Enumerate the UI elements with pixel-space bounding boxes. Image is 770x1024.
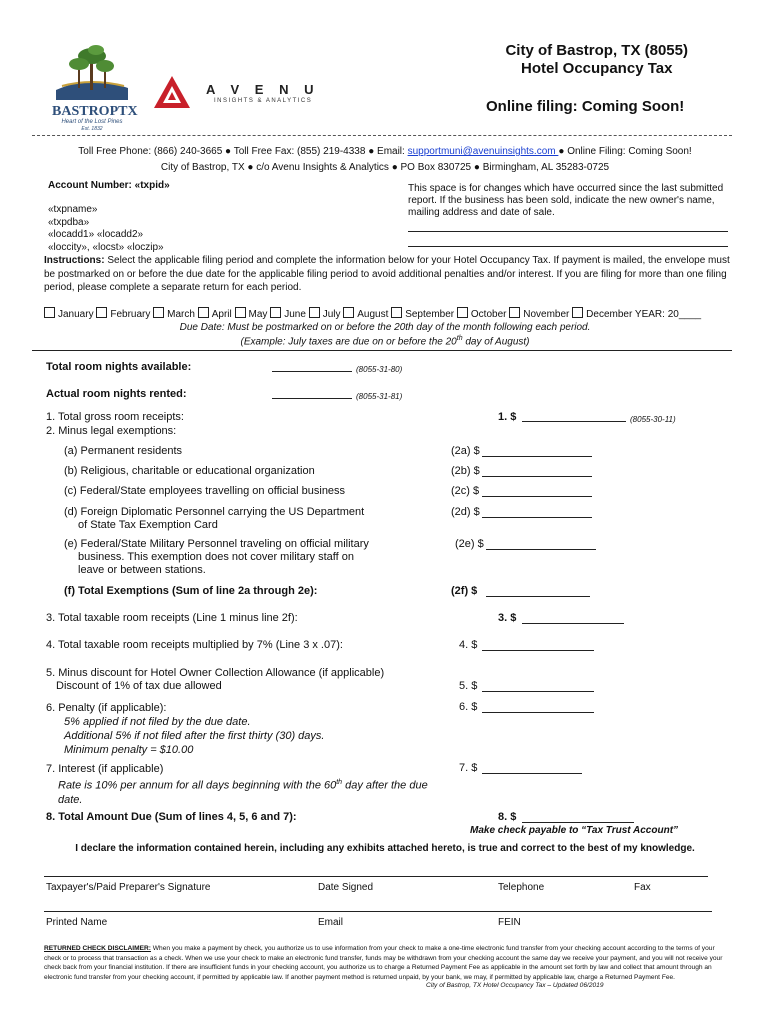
line-3-num: 3. $ (498, 612, 517, 624)
exemption-d-label: (d) Foreign Diplomatic Personnel carrying the US Department of State Tax Exemption Card (64, 506, 365, 531)
month-april[interactable]: April (198, 309, 232, 320)
line-7-input[interactable] (482, 763, 582, 774)
printed-name-label: Printed Name (46, 917, 108, 928)
exemption-a-input[interactable] (482, 446, 592, 457)
exemption-b-num: (2b) $ (451, 465, 480, 477)
returned-check-disclaimer: RETURNED CHECK DISCLAIMER: When you make a payment by check, you authorize us to use information from your check to make a one-time electronic fund transfer from your checking account according to the terms of your check or to process that transaction as a check. When we use your check to make an electronic fund transfer, funds may be withdrawn from your checking account the same day we receive your payment, and you will not receive your check back from your financial institution. If there are insufficient funds in your checking account, you authorize us to charge a Returned Payment Fee as applicable in the amount set forth by law and collect that amount through an electronic fund transfer from your checking account, if permitted by applicable law. If another payment method is returned unpaid, by your bank, we may, if permitted by applicable law, charge a Returned Payment Fee. (44, 945, 723, 981)
contact-line-1: Toll Free Phone: (866) 240-3665 ● Toll Free Fax: (855) 219-4338 ● Email: supportmuni@avenuinsights.com ● Online Filing: Coming Soon! (78, 146, 692, 157)
support-email-link[interactable]: supportmuni@avenuinsights.com (407, 146, 559, 157)
line-2-label: 2. Minus legal exemptions: (46, 425, 177, 437)
telephone-label: Telephone (498, 882, 545, 893)
bastrop-logo-sub: Heart of the Lost Pines (61, 119, 123, 125)
footer-updated: City of Bastrop, TX Hotel Occupancy Tax – Updated 06/2019 (426, 982, 604, 989)
city-field: «loccity», «locst» «loczip» (48, 241, 164, 253)
exemption-f-label: (f) Total Exemptions (Sum of line 2a through 2e): (64, 585, 318, 597)
date-signed-label: Date Signed (318, 882, 374, 893)
room-nights-rented-code: (8055-31-81) (356, 392, 403, 401)
email-label: Email (318, 917, 344, 928)
line-4-num: 4. $ (459, 639, 478, 651)
exemption-d-num: (2d) $ (451, 506, 480, 518)
section-divider (32, 350, 732, 351)
line-1-num: 1. $ (498, 411, 517, 423)
line-4-input[interactable] (482, 640, 594, 651)
line-1-code: (8055-30-11) (630, 415, 676, 424)
exemption-c-input[interactable] (482, 486, 592, 497)
exemption-e-num: (2e) $ (455, 538, 484, 550)
changes-line-2[interactable] (408, 246, 728, 247)
account-address-block (48, 204, 164, 254)
address-field: «locadd1» «locadd2» (48, 229, 144, 240)
line-6-num: 6. $ (459, 701, 478, 713)
month-october[interactable]: October (457, 309, 507, 320)
month-may[interactable]: May (235, 309, 268, 320)
fein-label: FEIN (498, 917, 521, 928)
line-5-num: 5. $ (459, 680, 478, 692)
check-payable-note: Make check payable to “Tax Trust Account” (470, 825, 679, 836)
line-8-input[interactable] (522, 812, 634, 823)
online-filing-notice: Online filing: Coming Soon! (486, 98, 685, 115)
changes-note: This space is for changes which have occurred since the last submitted report. If the business has been sold, indicate the new owner's name, mailing address and date of sale. (408, 183, 724, 218)
txpdba-field: «txpdba» (48, 216, 90, 228)
line-7-label: 7. Interest (if applicable) Rate is 10% per annum for all days beginning with the 60th day after the due date. (46, 763, 428, 806)
line-6-input[interactable] (482, 702, 594, 713)
declaration: I declare the information contained herein, including any exhibits attached hereto, is true and correct to the best of my knowledge. (75, 843, 695, 854)
due-date-note: Due Date: Must be postmarked on or before the 20th day of the month following each period. (179, 322, 591, 333)
account-number: Account Number: «txpid» (48, 180, 170, 191)
signature-line-2[interactable] (44, 911, 712, 912)
line-3-label: 3. Total taxable room receipts (Line 1 minus line 2f): (46, 612, 298, 624)
title-tax: Hotel Occupancy Tax (521, 60, 673, 77)
changes-line-1[interactable] (408, 231, 728, 232)
title-city: City of Bastrop, TX (8055) (505, 42, 688, 59)
line-8-num: 8. $ (498, 811, 517, 823)
exemption-c-num: (2c) $ (451, 485, 480, 497)
month-august[interactable]: August (343, 309, 388, 320)
avenu-logo (154, 76, 334, 110)
month-june[interactable]: June (270, 309, 306, 320)
exemption-c-label: (c) Federal/State employees travelling on official business (64, 485, 346, 497)
bastrop-logo-text: BASTROPTX (52, 104, 138, 119)
fax-label: Fax (634, 882, 651, 893)
exemption-a-num: (2a) $ (451, 445, 480, 457)
avenu-triangle-icon (154, 76, 190, 108)
month-february[interactable]: February (96, 309, 150, 320)
avenu-logo-sub: INSIGHTS & ANALYTICS (214, 98, 313, 104)
line-6-label: 6. Penalty (if applicable): 5% applied if not filed by the due date. Additional 5% if not filed after the first thirty (30) days. Minimum penalty = $10.00 (46, 702, 325, 756)
pine-trees-icon (52, 44, 132, 100)
month-november[interactable]: November (509, 309, 569, 320)
exemption-e-label: (e) Federal/State Military Personnel traveling on official military business. This exemption does not cover military staff on leave or between stations. (64, 538, 369, 576)
room-nights-available-code: (8055-31-80) (356, 365, 403, 374)
exemption-b-label: (b) Religious, charitable or educational organization (64, 465, 315, 477)
filing-period-row (44, 307, 701, 320)
month-september[interactable]: September (391, 309, 454, 320)
month-july[interactable]: July (309, 309, 341, 320)
month-march[interactable]: March (153, 309, 195, 320)
line-3-input[interactable] (522, 613, 624, 624)
room-nights-available-label: Total room nights available: (46, 361, 192, 373)
instructions: Instructions: Select the applicable filing period and complete the information below for your Hotel Occupancy Tax. If payment is mailed, the envelope must be postmarked on or before the due date for the applicable filing period to avoid additional penalties and/or interest. If you are filing for more than one filing period, please complete a separate return for each period. (44, 255, 730, 293)
contact-line-2: City of Bastrop, TX ● c/o Avenu Insights & Analytics ● PO Box 830725 ● Birmingham, AL 35283-0725 (160, 162, 610, 173)
line-5-label: 5. Minus discount for Hotel Owner Collection Allowance (if applicable) Discount of 1% of tax due allowed (46, 667, 385, 692)
exemption-d-input[interactable] (482, 507, 592, 518)
bastrop-logo (52, 44, 138, 132)
year-field[interactable]: YEAR: 20____ (634, 309, 702, 320)
month-january[interactable]: January (44, 309, 94, 320)
room-nights-rented-input[interactable] (272, 388, 352, 399)
avenu-logo-name: A V E N U (206, 82, 320, 97)
line-8-label: 8. Total Amount Due (Sum of lines 4, 5, 6 and 7): (46, 811, 297, 823)
room-nights-rented-label: Actual room nights rented: (46, 388, 187, 400)
exemption-e-input[interactable] (486, 539, 596, 550)
txpname-field: «txpname» (48, 204, 98, 215)
bastrop-logo-est: Est. 1832 (81, 126, 103, 132)
line-1-label: 1. Total gross room receipts: (46, 411, 184, 423)
example-note: (Example: July taxes are due on or before the 20th day of August) (240, 335, 530, 348)
line-4-label: 4. Total taxable room receipts multiplied by 7% (Line 3 x .07): (46, 639, 343, 651)
page-title (505, 42, 688, 78)
signature-line-1[interactable] (44, 876, 708, 877)
line-7-num: 7. $ (459, 762, 478, 774)
month-december[interactable]: December (572, 309, 632, 320)
exemption-f-input[interactable] (486, 586, 590, 597)
header-divider (32, 135, 732, 136)
exemption-f-num: (2f) $ (451, 585, 478, 597)
exemption-a-label: (a) Permanent residents (64, 445, 182, 457)
line-5-input[interactable] (482, 681, 594, 692)
exemption-b-input[interactable] (482, 466, 592, 477)
signature-label: Taxpayer's/Paid Preparer's Signature (46, 882, 211, 893)
room-nights-available-input[interactable] (272, 361, 352, 372)
line-1-input[interactable] (522, 411, 626, 422)
